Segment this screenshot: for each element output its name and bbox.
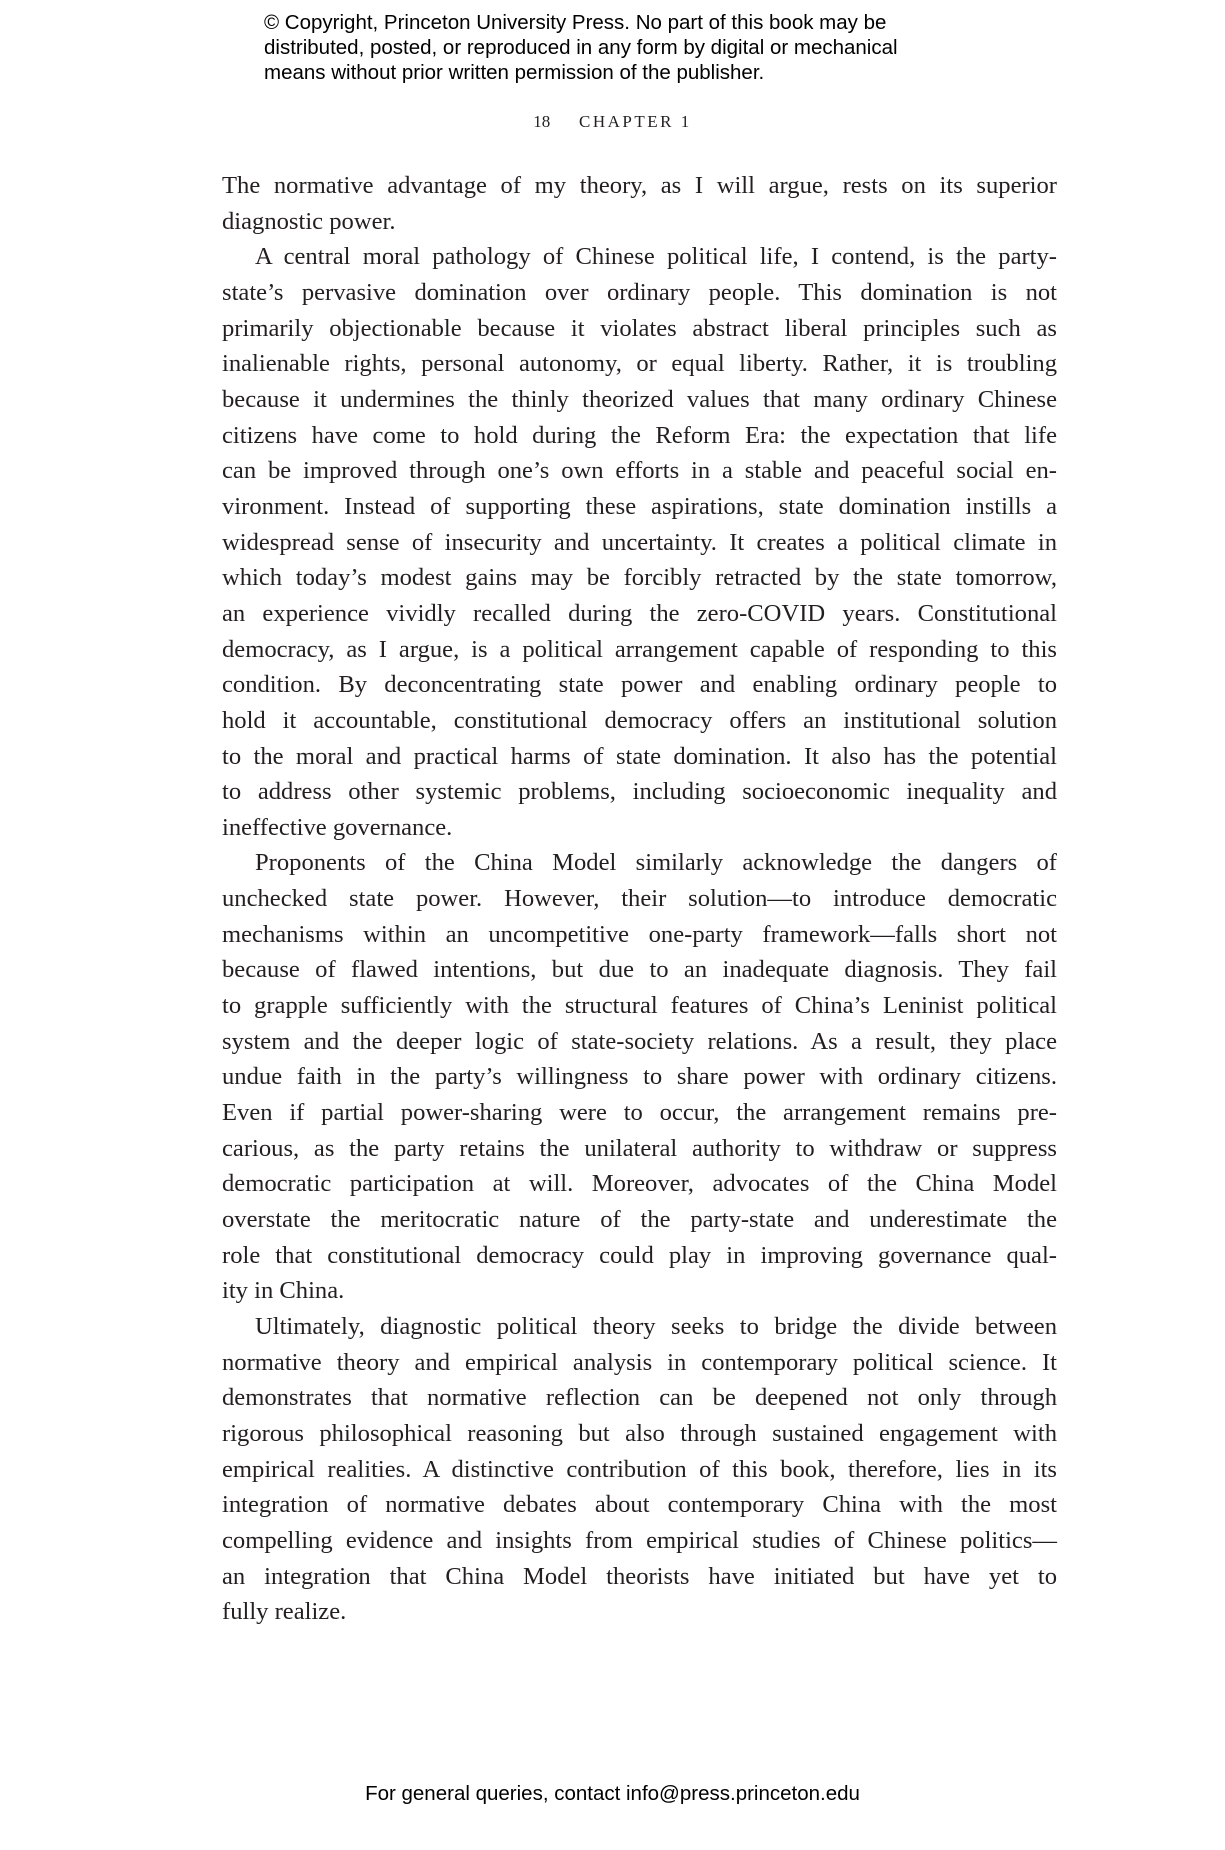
text-line: which today’s modest gains may be forcibly retracted by the state tomorrow, [222,564,1057,592]
text-line: role that constitutional democracy could play in improving governance qual- [222,1241,1057,1269]
text-line: widespread sense of insecurity and uncertainty. It creates a political climate in [222,528,1057,556]
text-line: democratic participation at will. Moreover, advocates of the China Model [222,1170,1057,1198]
text-line: Ultimately, diagnostic political theory seeks to bridge the divide between [255,1313,1057,1340]
text-line: to the moral and practical harms of state domination. It also has the potential [222,742,1057,770]
text-line: The normative advantage of my theory, as I will argue, rests on its superior [222,172,1057,199]
copyright-line: means without prior written permission of the publisher. [264,61,765,84]
text-line: can be improved through one’s own efforts in a stable and peaceful social en- [222,457,1057,485]
text-line: democracy, as I argue, is a political arrangement capable of responding to this [222,635,1057,663]
text-line: system and the deeper logic of state-society relations. As a result, they place [222,1027,1057,1055]
chapter-label: CHAPTER 1 [579,112,692,131]
footer-contact: For general queries, contact info@press.princeton.edu [365,1782,860,1805]
text-line: hold it accountable, constitutional democracy offers an institutional solution [222,706,1057,734]
text-line: because it undermines the thinly theorized values that many ordinary Chinese [222,385,1057,413]
copyright-line: © Copyright, Princeton University Press. No part of this book may be [264,11,887,34]
text-line: compelling evidence and insights from empirical studies of Chinese politics— [222,1526,1057,1554]
text-line: rigorous philosophical reasoning but also through sustained engagement with [222,1419,1057,1447]
copyright-line: distributed, posted, or reproduced in any form by digital or mechanical [264,36,898,59]
text-line: A central moral pathology of Chinese political life, I contend, is the party- [255,243,1057,271]
text-line: to grapple sufficiently with the structural features of China’s Leninist political [222,992,1057,1020]
text-line: integration of normative debates about contemporary China with the most [222,1491,1057,1519]
text-line: demonstrates that normative reflection can be deepened not only through [222,1384,1057,1412]
text-line: Even if partial power-sharing were to occur, the arrangement remains pre- [222,1099,1057,1127]
text-line: state’s pervasive domination over ordinary people. This domination is not [222,278,1057,306]
text-line: undue faith in the party’s willingness to share power with ordinary citizens. [222,1063,1057,1091]
text-line: fully realize. [222,1598,347,1626]
text-line: mechanisms within an uncompetitive one-party framework—falls short not [222,920,1057,948]
running-head [0,112,1225,132]
text-line: diagnostic power. [222,207,396,235]
text-line: unchecked state power. However, their solution—to introduce democratic [222,885,1057,913]
text-line: ity in China. [222,1277,345,1305]
text-line: empirical realities. A distinctive contribution of this book, therefore, lies in its [222,1455,1057,1483]
text-line: primarily objectionable because it violates abstract liberal principles such as [222,314,1057,342]
text-line: ineffective governance. [222,813,453,841]
body-text [189,168,1057,1630]
paragraph [189,1309,1057,1630]
text-line: overstate the meritocratic nature of the party-state and underestimate the [222,1206,1057,1234]
text-line: condition. By deconcentrating state power and enabling ordinary people to [222,671,1057,699]
text-line: to address other systemic problems, including socioeconomic inequality and [222,778,1057,806]
text-line: an integration that China Model theorists have initiated but have yet to [222,1562,1057,1590]
text-line: an experience vividly recalled during the zero-COVID years. Constitutional [222,599,1057,627]
text-line: Proponents of the China Model similarly acknowledge the dangers of [255,849,1057,877]
paragraph [189,845,1057,1309]
text-line: inalienable rights, personal autonomy, or equal liberty. Rather, it is troubling [222,350,1057,378]
text-line: because of flawed intentions, but due to an inadequate diagnosis. They fail [222,956,1057,984]
copyright-notice [264,10,1004,85]
text-line: normative theory and empirical analysis in contemporary political science. It [222,1348,1057,1376]
text-line: citizens have come to hold during the Reform Era: the expectation that life [222,421,1057,449]
paragraph [189,239,1057,845]
paragraph [189,168,1057,239]
page-number: 18 [533,112,551,131]
text-line: carious, as the party retains the unilateral authority to withdraw or suppress [222,1134,1057,1162]
text-line: vironment. Instead of supporting these aspirations, state domination instills a [222,492,1057,520]
